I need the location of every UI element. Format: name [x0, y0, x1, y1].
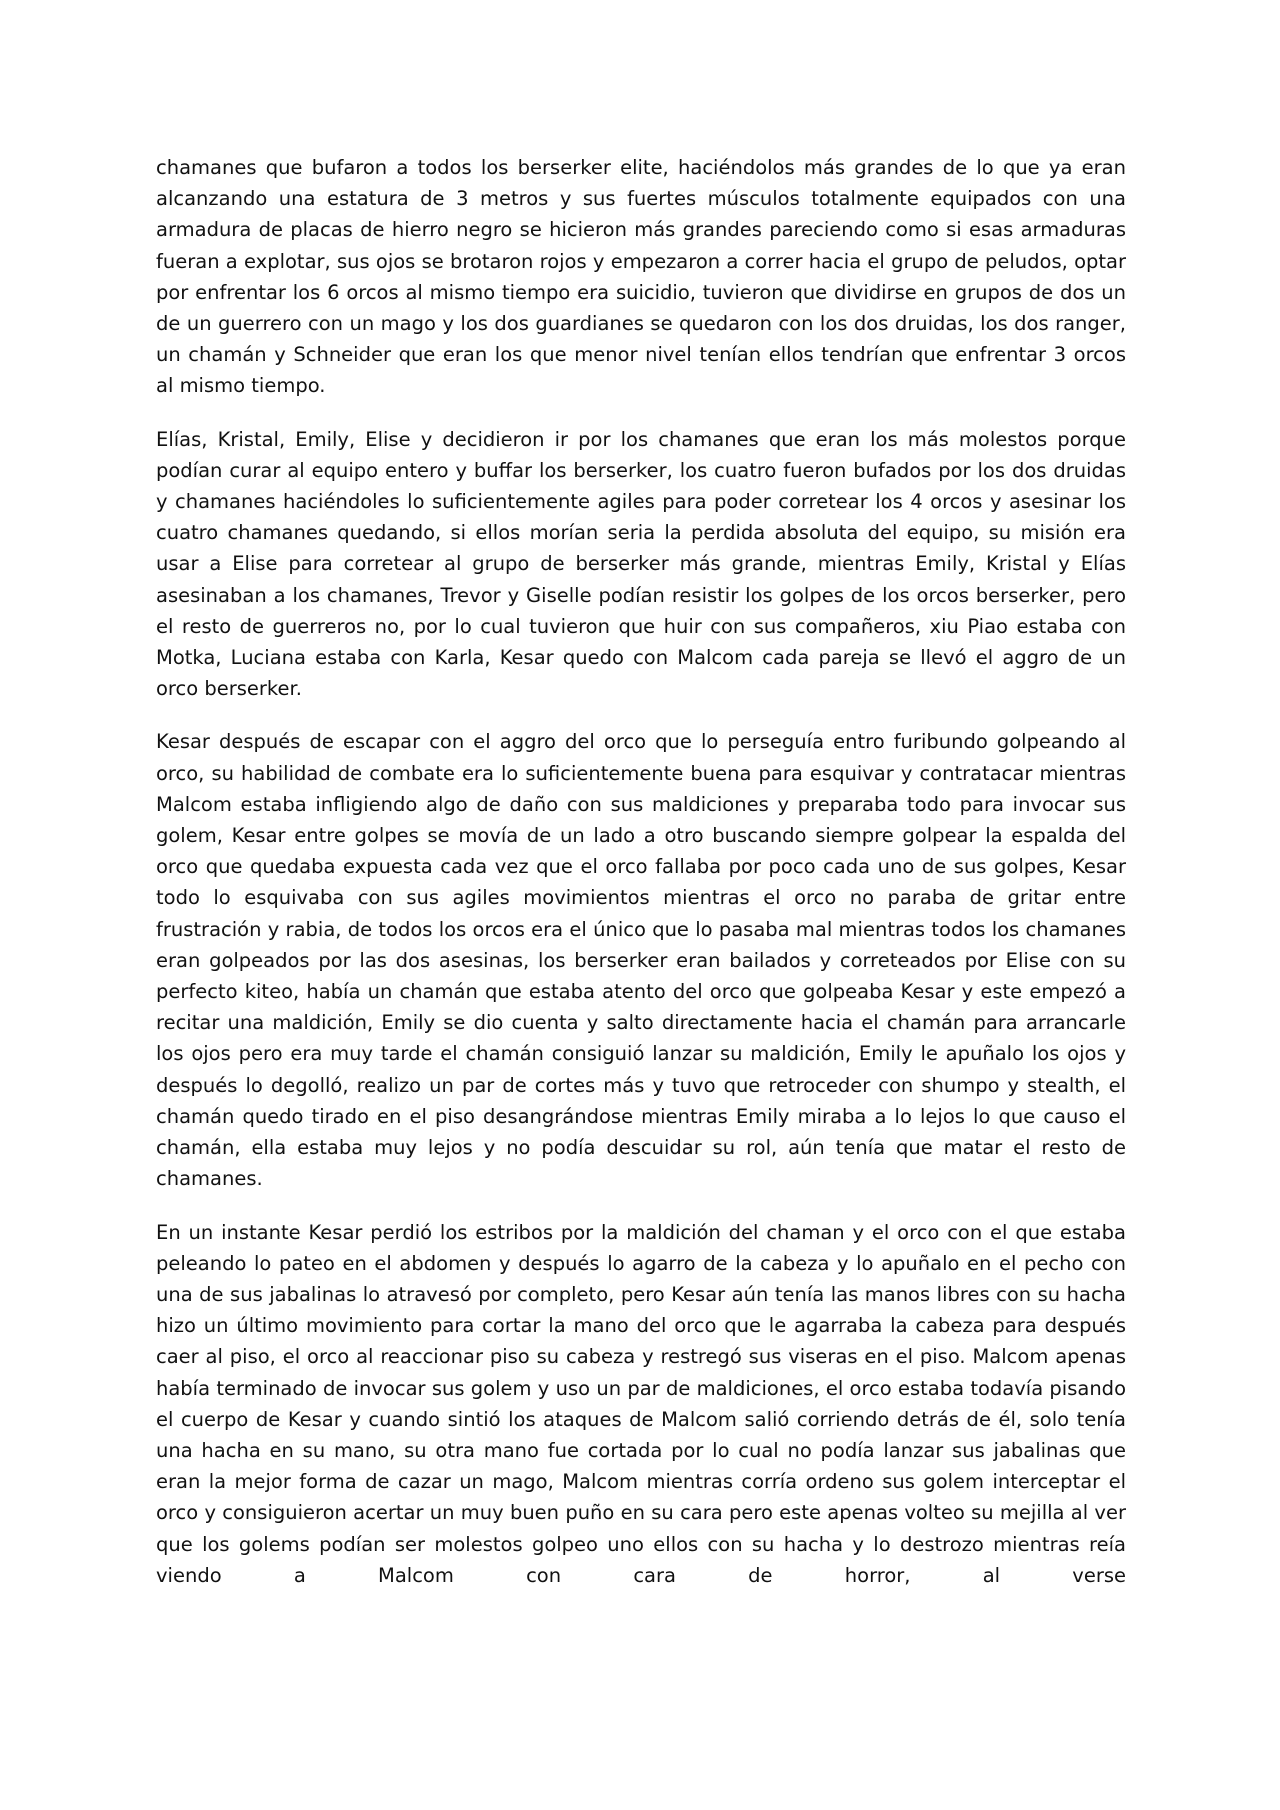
paragraph-2: Elías, Kristal, Emily, Elise y decidieron ir por los chamanes que eran los más molestos porque podían curar al equipo entero y buffar los berserker, los cuatro fueron bufados por los dos druidas y chamanes haciéndoles lo suficientemente agiles para poder corretear los 4 orcos y asesinar los cuatro chamanes quedando, si ellos morían seria la perdida absoluta del equipo, su misión era usar a Elise para corretear al grupo de berserker más grande, mientras Emily, Kristal y Elías asesinaban a los chamanes, Trevor y Giselle podían resistir los golpes de los orcos berserker, pero el resto de guerreros no, por lo cual tuvieron que huir con sus compañeros, xiu Piao estaba con Motka, Luciana estaba con Karla, Kesar quedo con Malcom cada pareja se llevó el aggro de un orco berserker.: [156, 427, 1126, 701]
paragraph-4: En un instante Kesar perdió los estribos por la maldición del chaman y el orco con el que estaba peleando lo pateo en el abdomen y después lo agarro de la cabeza y lo apuñalo en el pecho con una de sus jabalinas lo atravesó por completo, pero Kesar aún tenía las manos libres con su hacha hizo un último movimiento para cortar la mano del orco que le agarraba la cabeza para después caer al piso, el orco al reaccionar piso su cabeza y restregó sus viseras en el piso. Malcom apenas había terminado de invocar sus golem y uso un par de maldiciones, el orco estaba todavía pisando el cuerpo de Kesar y cuando sintió los ataques de Malcom salió corriendo detrás de él, solo tenía una hacha en su mano, su otra mano fue cortada por lo cual no podía lanzar sus jabalinas que eran la mejor forma de cazar un mago, Malcom mientras corría ordeno sus golem interceptar el orco y consiguieron acertar un muy buen puño en su cara pero este apenas volteo su mejilla al ver que los golems podían ser molestos golpeo uno ellos con su hacha y lo destrozo mientras reía viendo a Malcom con cara de horror, al verse: [156, 1220, 1126, 1587]
body-text: [156, 152, 1126, 1591]
paragraph-3: Kesar después de escapar con el aggro del orco que lo perseguía entro furibundo golpeando al orco, su habilidad de combate era lo suficientemente buena para esquivar y contratacar mientras Malcom estaba infligiendo algo de daño con sus maldiciones y preparaba todo para invocar sus golem, Kesar entre golpes se movía de un lado a otro buscando siempre golpear la espalda del orco que quedaba expuesta cada vez que el orco fallaba por poco cada uno de sus golpes, Kesar todo lo esquivaba con sus agiles movimientos mientras el orco no paraba de gritar entre frustración y rabia, de todos los orcos era el único que lo pasaba mal mientras todos los chamanes eran golpeados por las dos asesinas, los berserker eran bailados y correteados por Elise con su perfecto kiteo, había un chamán que estaba atento del orco que golpeaba Kesar y este empezó a recitar una maldición, Emily se dio cuenta y salto directamente hacia el chamán para arrancarle los ojos pero era muy tarde el chamán consiguió lanzar su maldición, Emily le apuñalo los ojos y después lo degolló, realizo un par de cortes más y tuvo que retroceder con shumpo y stealth, el chamán quedo tirado en el piso desangrándose mientras Emily miraba a lo lejos lo que causo el chamán, ella estaba muy lejos y no podía descuidar su rol, aún tenía que matar el resto de chamanes.: [156, 730, 1126, 1191]
paragraph-1: chamanes que bufaron a todos los berserker elite, haciéndolos más grandes de lo que ya eran alcanzando una estatura de 3 metros y sus fuertes músculos totalmente equipados con una armadura de placas de hierro negro se hicieron más grandes pareciendo como si esas armaduras fueran a explotar, sus ojos se brotaron rojos y empezaron a correr hacia el grupo de peludos, optar por enfrentar los 6 orcos al mismo tiempo era suicidio, tuvieron que dividirse en grupos de dos un de un guerrero con un mago y los dos guardianes se quedaron con los dos druidas, los dos ranger, un chamán y Schneider que eran los que menor nivel tenían ellos tendrían que enfrentar 3 orcos al mismo tiempo.: [156, 156, 1126, 398]
